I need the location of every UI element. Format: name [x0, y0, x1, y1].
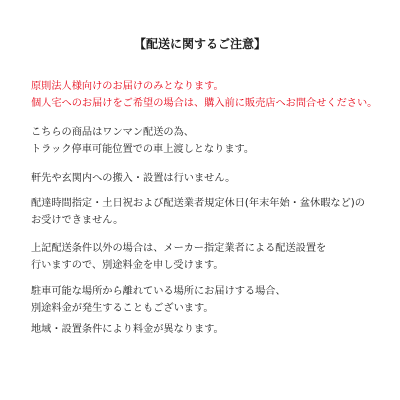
- notice-distance-fee: [31, 283, 391, 317]
- notice-line: お受けできません。: [31, 215, 124, 226]
- notice-line: 上記配送条件以外の場合は、メーカー指定業者による配送設置を: [31, 243, 327, 254]
- notice-line: 行いますので、別途料金を申し受けます。: [31, 260, 224, 271]
- notice-corporate-only: [31, 78, 391, 112]
- notice-line: 原則法人様向けのお届けのみとなります。: [31, 81, 224, 92]
- notice-line: 別途料金が発生することもございます。: [31, 303, 214, 314]
- notice-one-man-delivery: [31, 124, 391, 158]
- notice-regional-pricing: [31, 321, 391, 338]
- notice-extra-fee-installation: [31, 240, 391, 274]
- notice-line: 個人宅へのお届けをご希望の場合は、購入前に販売店へお問合せください。: [31, 98, 378, 109]
- notice-line: こちらの商品はワンマン配送の為、: [31, 127, 194, 138]
- notice-line: 配達時間指定・土日祝および配送業者規定休日(年末年始・盆休暇など)の: [31, 198, 365, 209]
- notice-line: トラック停車可能位置での車上渡しとなります。: [31, 144, 255, 155]
- notice-no-time-designation: [31, 195, 391, 229]
- page-title: 【配送に関するご注意】: [133, 37, 266, 51]
- notice-line: 地域・設置条件により料金が異なります。: [31, 324, 224, 335]
- notice-line: 軒先や玄関内への搬入・設置は行いません。: [31, 173, 236, 184]
- notice-line: 駐車可能な場所から離れている場所にお届けする場合、: [31, 286, 286, 297]
- notice-no-installation: [31, 170, 391, 187]
